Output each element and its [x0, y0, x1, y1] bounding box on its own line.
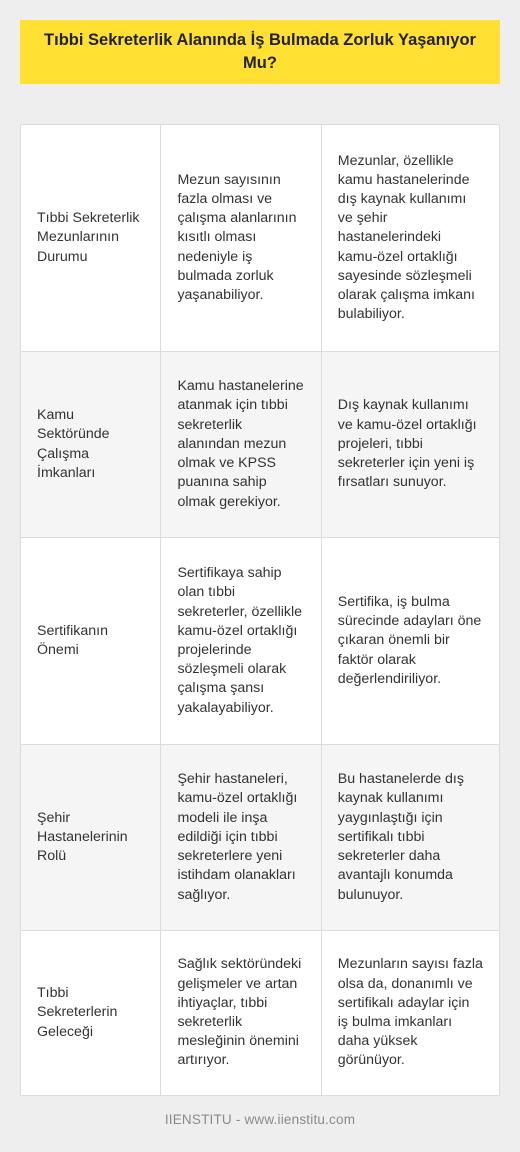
row-issue: Sağlık sektöründeki gelişmeler ve artan ihtiyaçlar, tıbbi sekreterlik mesleğinin önemini artırıyor.: [160, 931, 320, 1095]
footer-credit: IIENSTITU - www.iienstitu.com: [164, 1112, 356, 1127]
table-row: [21, 351, 499, 537]
table-row: [21, 744, 499, 930]
row-issue: Şehir hastaneleri, kamu-özel ortaklığı modeli ile inşa edildiği için tıbbi sekreterlere yeni istihdam olanakları sağlıyor.: [160, 745, 320, 930]
table-row: [21, 930, 499, 1095]
row-topic: Kamu Sektöründe Çalışma İmkanları: [37, 407, 110, 481]
row-issue: Kamu hastanelerine atanmak için tıbbi sekreterlik alanından mezun olmak ve KPSS puanına sahip olmak gerekiyor.: [160, 352, 320, 537]
table-row: [21, 537, 499, 744]
page-title: Tıbbi Sekreterlik Alanında İş Bulmada Zorluk Yaşanıyor Mu?: [44, 31, 476, 72]
row-detail: Mezunların sayısı fazla olsa da, donanımlı ve sertifikalı adaylar için iş bulma imkanları daha yüksek görünüyor.: [321, 931, 499, 1095]
row-detail: Dış kaynak kullanımı ve kamu-özel ortaklığı projeleri, tıbbi sekreterler için yeni iş fırsatları sunuyor.: [321, 352, 499, 537]
title-banner: [20, 20, 500, 84]
row-detail: Bu hastanelerde dış kaynak kullanımı yaygınlaştığı için sertifikalı tıbbi sekreterler daha avantajlı konumda bulunuyor.: [321, 745, 499, 930]
row-issue: Mezun sayısının fazla olması ve çalışma alanlarının kısıtlı olması nedeniyle iş bulmada zorluk yaşanabiliyor.: [160, 125, 320, 351]
info-table: [20, 124, 500, 1096]
row-detail: Sertifika, iş bulma sürecinde adayları öne çıkaran önemli bir faktör olarak değerlendiriliyor.: [321, 538, 499, 744]
row-topic: Sertifikanın Önemi: [37, 622, 108, 658]
row-topic: Şehir Hastanelerinin Rolü: [37, 809, 128, 865]
row-issue: Sertifikaya sahip olan tıbbi sekreterler, özellikle kamu-özel ortaklığı projelerinde sözleşmeli olarak çalışma şansı yakalayabiliyor.: [160, 538, 320, 744]
row-topic: Tıbbi Sekreterlerin Geleceği: [37, 985, 118, 1040]
table-row: [21, 125, 499, 351]
row-detail: Mezunlar, özellikle kamu hastanelerinde dış kaynak kullanımı ve şehir hastanelerindeki kamu-özel ortaklığı sayesinde sözleşmeli olarak çalışma imkanı bulabiliyor.: [321, 125, 499, 351]
row-topic: Tıbbi Sekreterlik Mezunlarının Durumu: [37, 210, 140, 265]
